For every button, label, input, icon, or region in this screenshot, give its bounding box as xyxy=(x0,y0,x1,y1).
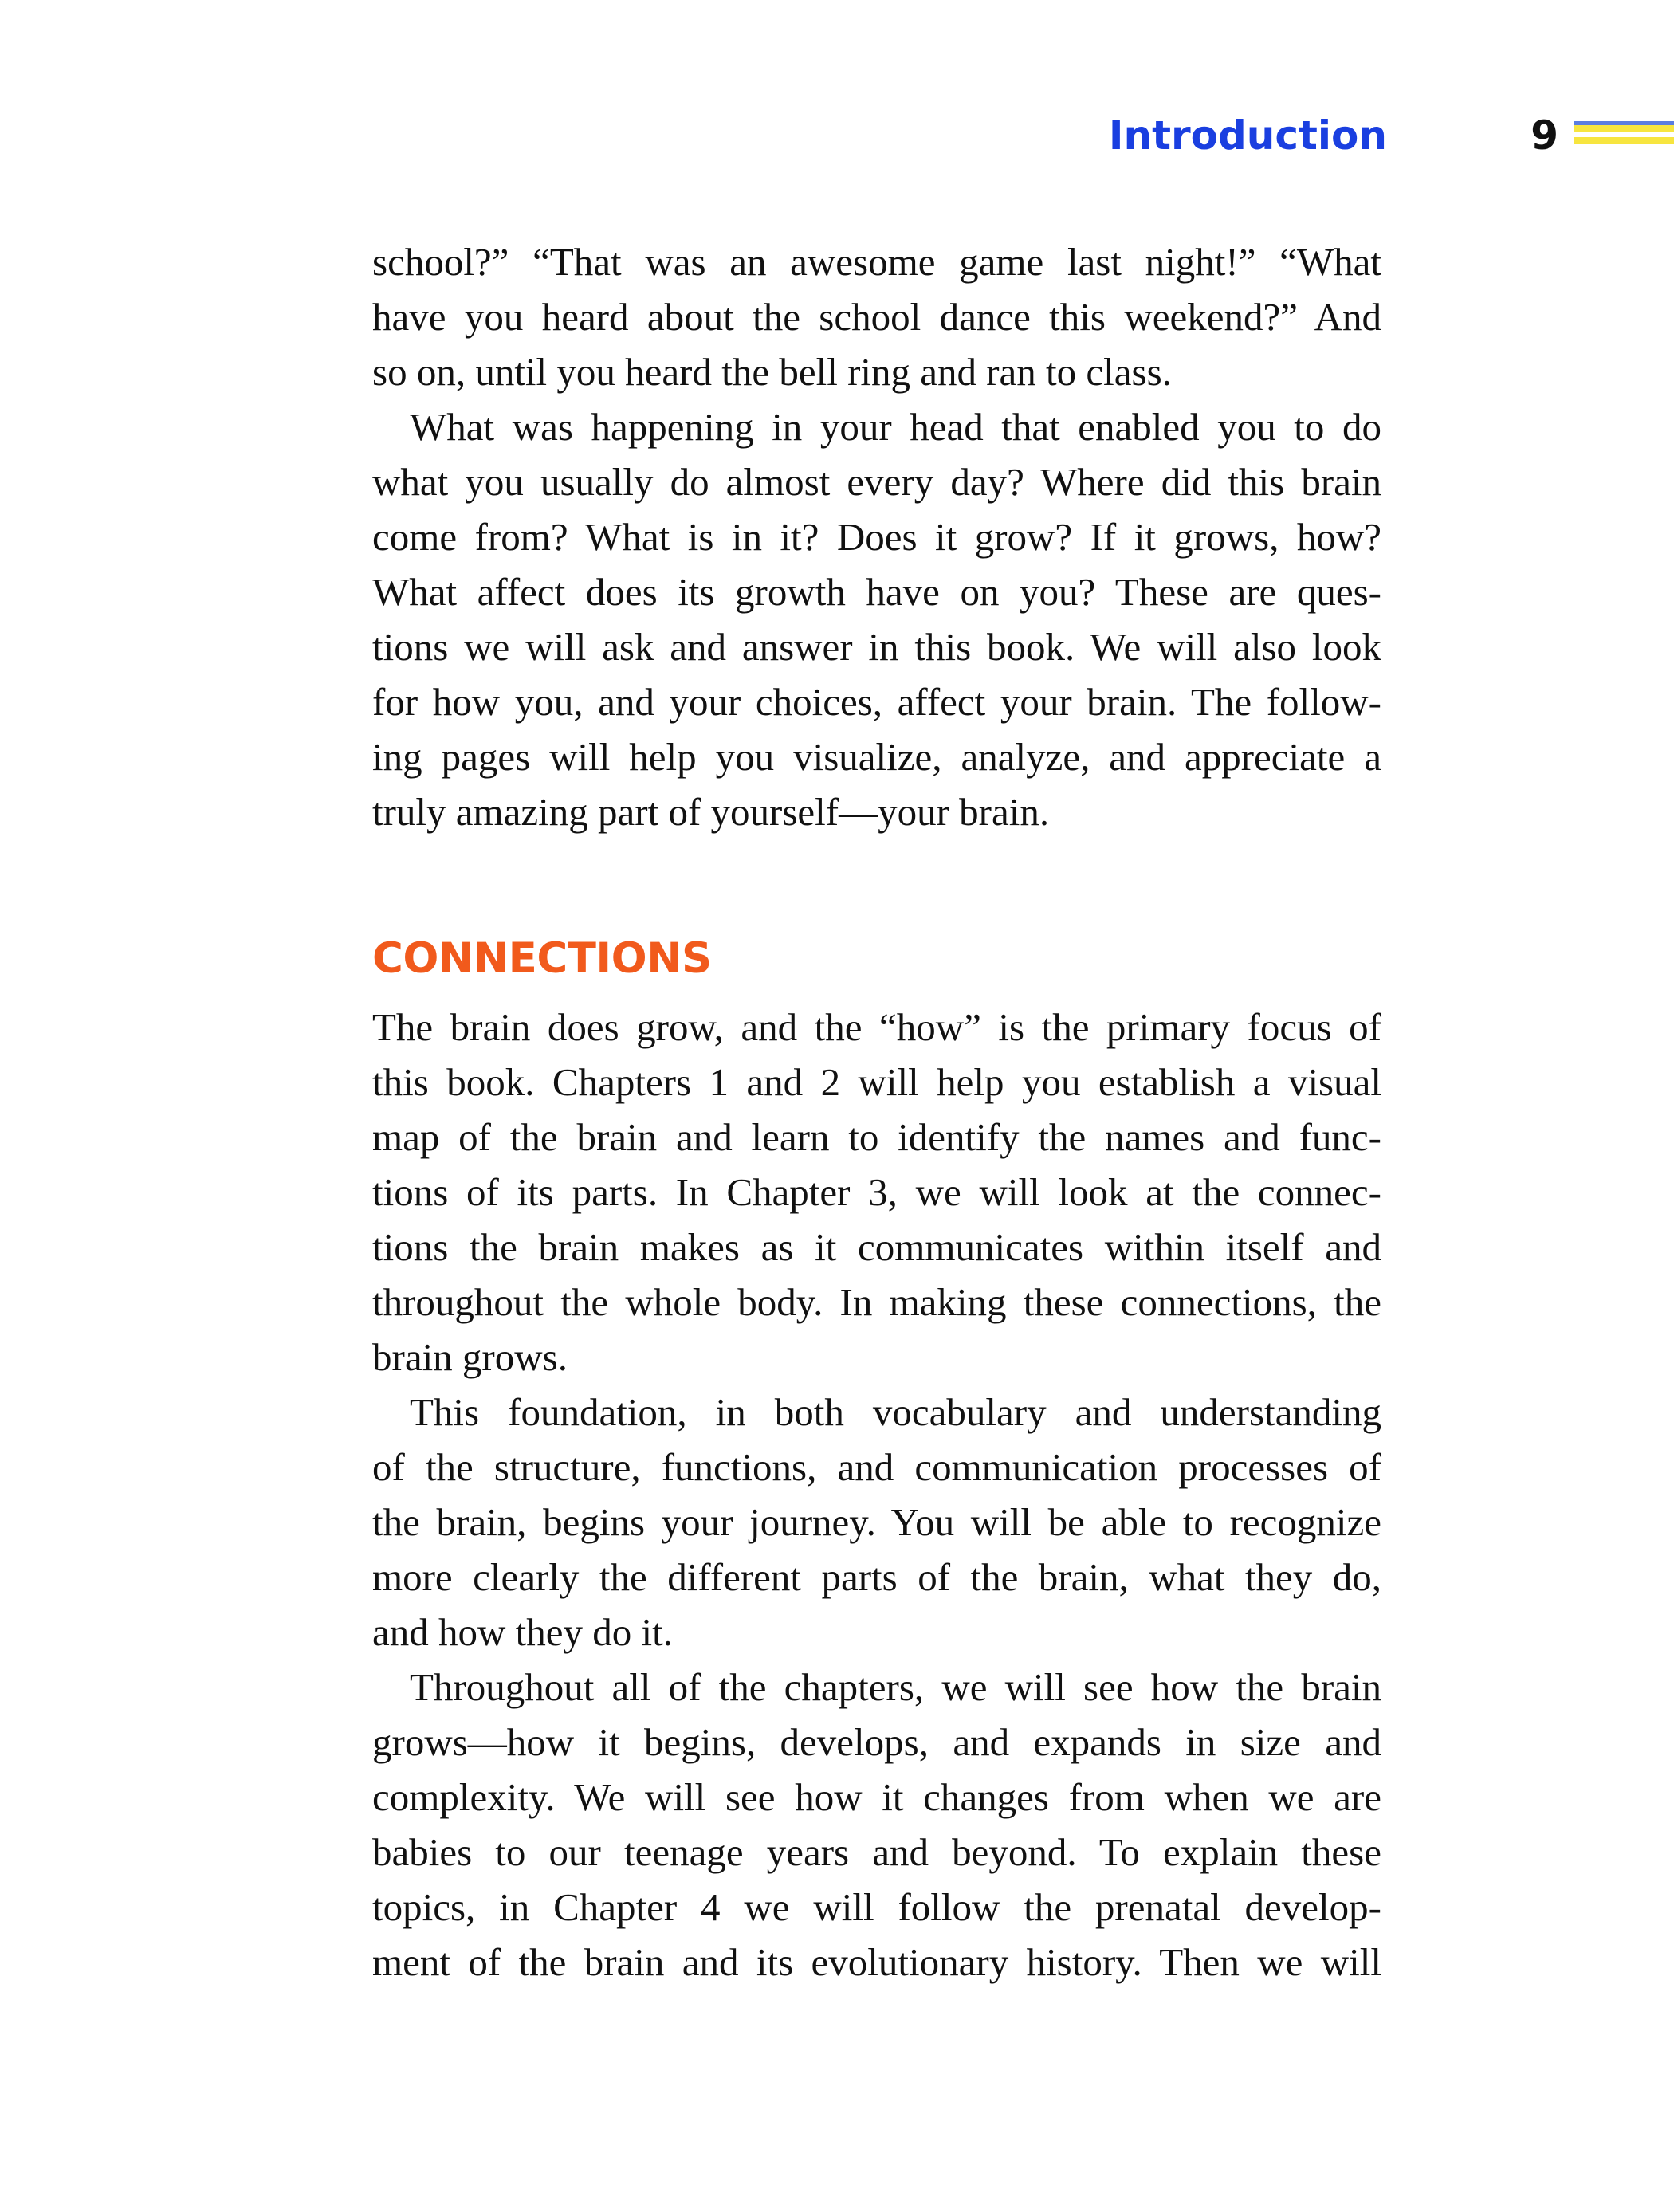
text-line: this book. Chapters 1 and 2 will help you establish a visual xyxy=(372,1060,1381,1104)
section-heading: CONNECTIONS xyxy=(372,934,712,983)
text-line: the brain, begins your journey. You will be able to recognize xyxy=(372,1500,1381,1544)
text-line: more clearly the different parts of the brain, what they do, xyxy=(372,1555,1381,1599)
paragraph xyxy=(372,1660,1381,1990)
paragraph xyxy=(372,1000,1381,1385)
paragraph xyxy=(372,234,1381,399)
text-line: grows—how it begins, develops, and expands in size and xyxy=(372,1720,1381,1764)
running-header-title: Introduction xyxy=(1108,112,1387,159)
text-line: topics, in Chapter 4 we will follow the prenatal develop- xyxy=(372,1885,1381,1929)
text-line: complexity. We will see how it changes from when we are xyxy=(372,1775,1381,1819)
text-line: The brain does grow, and the “how” is the primary focus of xyxy=(372,1005,1381,1049)
text-line: ment of the brain and its evolutionary history. Then we will xyxy=(372,1940,1381,1984)
text-line: so on, until you heard the bell ring and ran to class. xyxy=(372,350,1172,394)
text-line: throughout the whole body. In making these connections, the xyxy=(372,1280,1381,1324)
text-line: What affect does its growth have on you? These are ques- xyxy=(372,570,1381,614)
text-line: ing pages will help you visualize, analyze, and appreciate a xyxy=(372,735,1381,779)
paragraph xyxy=(372,399,1381,839)
text-line: what you usually do almost every day? Where did this brain xyxy=(372,460,1381,504)
text-line: truly amazing part of yourself—your brain. xyxy=(372,790,1050,834)
text-line: This foundation, in both vocabulary and understanding xyxy=(410,1390,1381,1434)
text-line: for how you, and your choices, affect your brain. The follow- xyxy=(372,680,1381,724)
text-line: map of the brain and learn to identify the names and func- xyxy=(372,1115,1381,1159)
text-line: school?” “That was an awesome game last night!” “What xyxy=(372,240,1381,284)
header-decorative-bar xyxy=(1574,121,1674,151)
text-line: have you heard about the school dance this weekend?” And xyxy=(372,295,1381,339)
text-line: babies to our teenage years and beyond. To explain these xyxy=(372,1830,1381,1874)
intro-text xyxy=(372,234,1381,839)
text-line: come from? What is in it? Does it grow? If it grows, how? xyxy=(372,515,1381,559)
text-line: brain grows. xyxy=(372,1335,568,1379)
text-line: Throughout all of the chapters, we will see how the brain xyxy=(410,1665,1381,1709)
text-line: and how they do it. xyxy=(372,1610,673,1654)
text-line: tions the brain makes as it communicates within itself and xyxy=(372,1225,1381,1269)
text-line: of the structure, functions, and communication processes of xyxy=(372,1445,1381,1489)
text-line: tions of its parts. In Chapter 3, we will look at the connec- xyxy=(372,1170,1381,1214)
text-line: tions we will ask and answer in this book. We will also look xyxy=(372,625,1381,669)
page-number: 9 xyxy=(1531,112,1558,159)
paragraph xyxy=(372,1385,1381,1660)
text-line: What was happening in your head that enabled you to do xyxy=(410,405,1381,449)
section-text xyxy=(372,1000,1381,1990)
